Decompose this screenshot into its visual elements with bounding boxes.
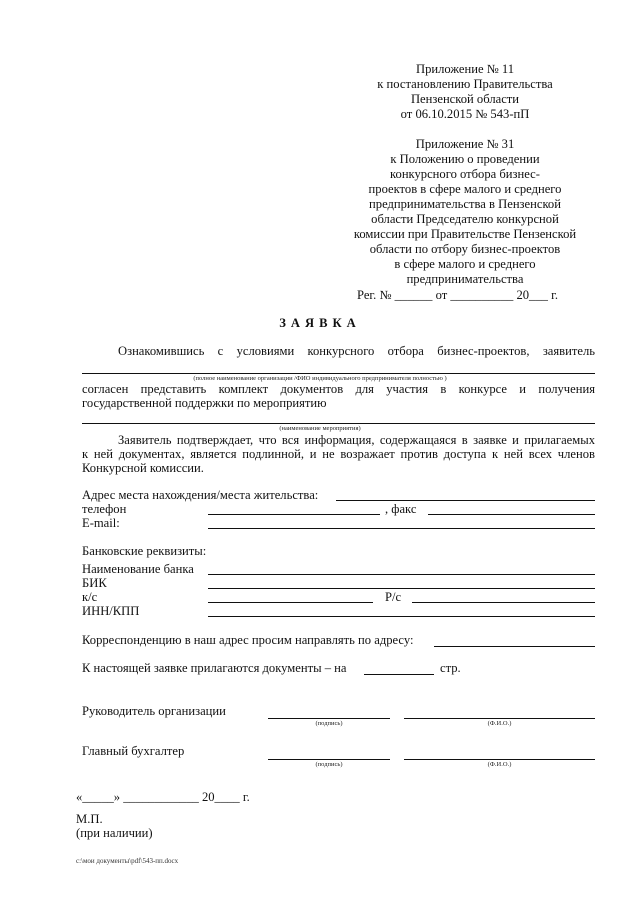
bik-label: БИК — [82, 576, 107, 590]
intro-text: Ознакомившись с условиями конкурсного отбора бизнес-проектов, заявитель — [118, 344, 595, 358]
accountant-sign-caption: (подпись) — [315, 761, 343, 768]
header1-line: Пензенской области — [410, 92, 520, 106]
confirm-text-line3: Конкурсной комиссии. — [82, 461, 204, 475]
ks-label: к/с — [82, 590, 98, 604]
fax-field[interactable] — [428, 514, 595, 515]
accountant-fio-caption: (Ф.И.О.) — [487, 761, 512, 768]
attachments-label: К настоящей заявке прилагаются документы – на — [82, 661, 347, 675]
pages-unit: стр. — [440, 661, 461, 675]
email-label: E-mail: — [82, 516, 120, 530]
registration-line: Рег. № ______ от __________ 20___ г. — [357, 288, 558, 302]
correspondence-label: Корреспонденцию в наш адрес просим направлять по адресу: — [82, 633, 414, 647]
head-sign-caption: (подпись) — [315, 720, 343, 727]
header1-line: Приложение № 11 — [415, 62, 515, 76]
file-path-footer: c:\мои документы\pdf\543-пп.docx — [76, 857, 179, 865]
correspondence-field[interactable] — [434, 646, 595, 647]
bank-name-label: Наименование банка — [82, 562, 194, 576]
head-label: Руководитель организации — [82, 704, 226, 718]
stamp-note: (при наличии) — [76, 826, 153, 840]
header1-line: от 06.10.2015 № 543-пП — [400, 107, 530, 121]
header2-line: области Председателю конкурсной — [371, 212, 559, 226]
agree-text-line2: государственной поддержки по мероприятию — [82, 396, 327, 410]
inn-kpp-field[interactable] — [208, 616, 595, 617]
stamp-label: М.П. — [76, 812, 103, 826]
address-label: Адрес места нахождения/места жительства: — [82, 488, 319, 502]
inn-kpp-label: ИНН/КПП — [82, 604, 140, 618]
accountant-name-field[interactable] — [404, 759, 595, 760]
header2-line: Приложение № 31 — [415, 137, 515, 151]
pages-count-field[interactable] — [364, 674, 434, 675]
header1-line: к постановлению Правительства — [377, 77, 553, 91]
bank-heading: Банковские реквизиты: — [82, 544, 207, 558]
event-name-line[interactable] — [82, 423, 595, 424]
document-title: ЗАЯВКА — [279, 316, 361, 330]
header2-line: области по отбору бизнес-проектов — [369, 242, 561, 256]
rs-label: Р/с — [385, 590, 402, 604]
header2-line: комиссии при Правительстве Пензенской — [353, 227, 577, 241]
confirm-text-line2: к ней документах, является подлинной, и не возражает против доступа к ней всех членов — [82, 447, 595, 461]
agree-text-line1: согласен представить комплект документов для участия в конкурсе и получения — [82, 382, 595, 396]
header2-line: конкурсного отбора бизнес- — [390, 167, 540, 181]
header2-line: предпринимательства в Пензенской — [369, 197, 561, 211]
accountant-label: Главный бухгалтер — [82, 744, 185, 758]
head-name-field[interactable] — [404, 718, 595, 719]
ks-field[interactable] — [208, 602, 373, 603]
bank-name-field[interactable] — [208, 574, 595, 575]
accountant-signature-field[interactable] — [268, 759, 390, 760]
applicant-name-line[interactable] — [82, 373, 595, 374]
appendix-11-header — [340, 62, 590, 122]
appendix-31-header — [340, 137, 590, 287]
phone-label: телефон — [82, 502, 127, 516]
header2-line: проектов в сфере малого и среднего — [368, 182, 562, 196]
head-signature-field[interactable] — [268, 718, 390, 719]
event-caption: (наименование мероприятия) — [279, 425, 361, 432]
email-field[interactable] — [208, 528, 595, 529]
fax-label: , факс — [385, 502, 417, 516]
address-field[interactable] — [336, 500, 595, 501]
date-line: «_____» ____________ 20____ г. — [76, 790, 250, 804]
header2-line: в сфере малого и среднего — [394, 257, 536, 271]
rs-field[interactable] — [412, 602, 595, 603]
head-fio-caption: (Ф.И.О.) — [487, 720, 512, 727]
bik-field[interactable] — [208, 588, 595, 589]
header2-line: предпринимательства — [406, 272, 524, 286]
confirm-text-line1: Заявитель подтверждает, что вся информация, содержащаяся в заявке и прилагаемых — [118, 433, 595, 447]
header2-line: к Положению о проведении — [390, 152, 540, 166]
phone-field[interactable] — [208, 514, 380, 515]
org-caption: (полное наименование организации /ФИО индивидуального предпринимателя полностью ) — [193, 375, 447, 382]
